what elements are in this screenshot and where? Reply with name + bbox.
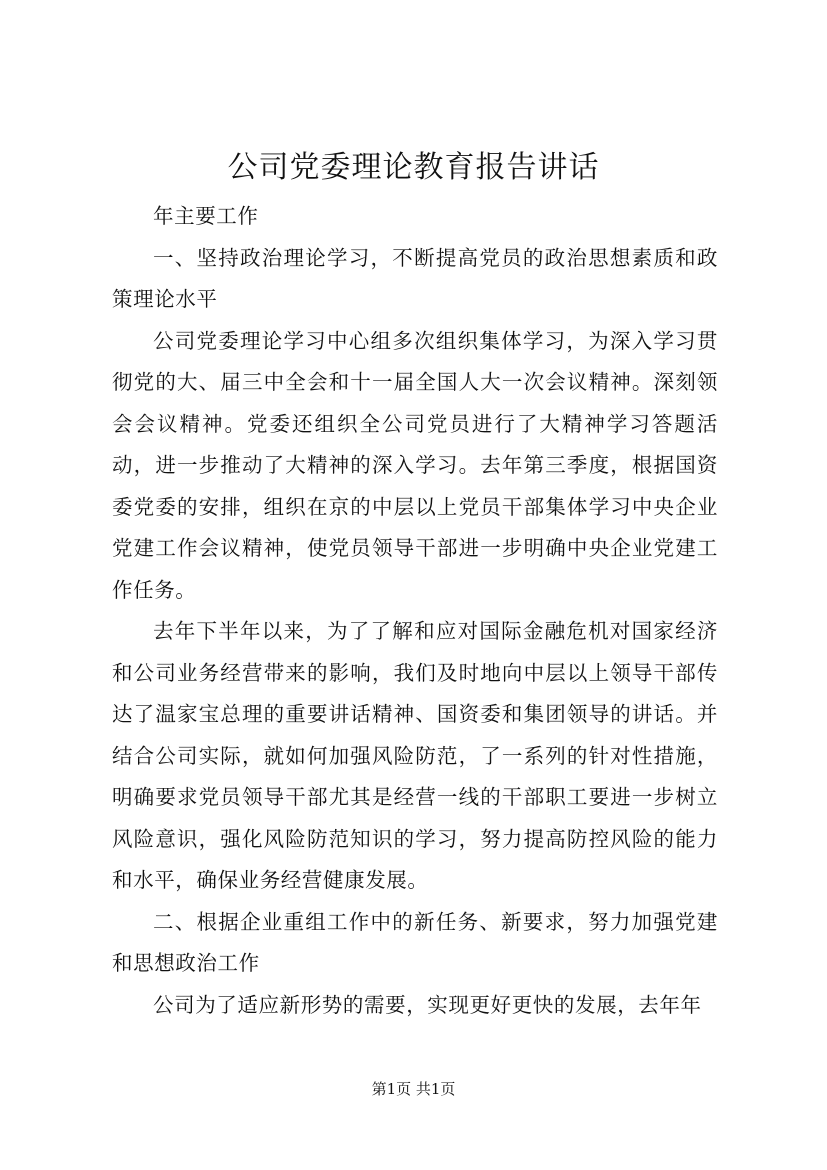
paragraph-section-one-heading: 一、坚持政治理论学习，不断提高党员的政治思想素质和政策理论水平	[112, 245, 718, 311]
paragraph-financial-crisis: 去年下半年以来，为了了解和应对国际金融危机对国家经济和公司业务经营带来的影响，我们及时地向中层以上领导干部传达了温家宝总理的重要讲话精神、国资委和集团领导的讲话。并结合公司实际，就如何加强风险防范，了一系列的针对性措施，明确要求党员领导干部尤其是经营一线的干部职工要进一步树立风险意识，强化风险防范知识的学习，努力提高防控风险的能力和水平，确保业务经营健康发展。	[112, 619, 718, 892]
paragraph-section-two-heading: 二、根据企业重组工作中的新任务、新要求，努力加强党建和思想政治工作	[112, 909, 718, 975]
document-title: 公司党委理论教育报告讲话	[227, 150, 600, 185]
paragraph-theory-study: 公司党委理论学习中心组多次组织集体学习，为深入学习贯彻党的大、届三中全会和十一届全国人大一次会议精神。深刻领会会议精神。党委还组织全公司党员进行了大精神学习答题活动，进一步推动了大精神的深入学习。去年第三季度，根据国资委党委的安排，组织在京的中层以上党员干部集体学习中央企业党建工作会议精神，使党员领导干部进一步明确中央企业党建工作任务。	[112, 328, 718, 602]
document-body	[112, 196, 718, 1026]
page-footer: 第1页 共1页	[371, 1080, 456, 1098]
paragraph-heading-annual-work: 年主要工作	[153, 204, 259, 228]
paragraph-adapt-new-situation: 公司为了适应新形势的需要，实现更好更快的发展，去年年	[153, 992, 702, 1017]
